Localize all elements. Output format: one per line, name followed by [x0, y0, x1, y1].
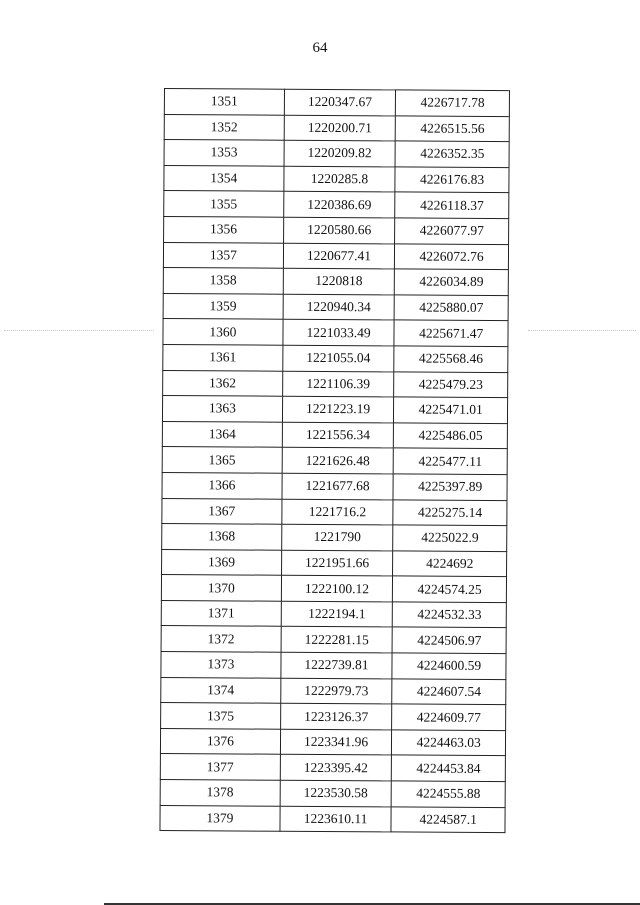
cell-x-coordinate: 1221677.68 [282, 473, 394, 499]
cell-point-number: 1366 [162, 472, 282, 498]
cell-x-coordinate: 1220200.71 [284, 115, 396, 141]
cell-x-coordinate: 1221223.19 [282, 396, 394, 422]
cell-point-number: 1357 [163, 242, 283, 268]
cell-y-coordinate: 4224574.25 [393, 576, 507, 602]
table-row [162, 396, 507, 424]
cell-x-coordinate: 1221790 [281, 524, 393, 550]
cell-x-coordinate: 1220285.8 [284, 166, 396, 192]
cell-y-coordinate: 4224607.54 [392, 679, 506, 705]
cell-point-number: 1367 [162, 498, 282, 524]
cell-x-coordinate: 1222194.1 [281, 601, 393, 627]
cell-point-number: 1369 [162, 549, 282, 575]
table-row [161, 626, 506, 654]
cell-x-coordinate: 1221106.39 [282, 371, 394, 397]
cell-point-number: 1362 [163, 370, 283, 396]
cell-y-coordinate: 4224463.03 [392, 730, 506, 756]
cell-x-coordinate: 1221556.34 [282, 422, 394, 448]
table-row [162, 549, 507, 577]
cell-x-coordinate: 1222979.73 [280, 678, 392, 704]
cell-point-number: 1370 [161, 575, 281, 601]
cell-point-number: 1363 [162, 396, 282, 422]
cell-x-coordinate: 1220677.41 [283, 243, 395, 269]
scan-artifact-right [528, 330, 636, 332]
cell-y-coordinate: 4225471.01 [394, 397, 508, 423]
table-row [163, 319, 508, 347]
cell-y-coordinate: 4224453.84 [392, 755, 506, 781]
cell-y-coordinate: 4226118.37 [395, 192, 509, 218]
table-row [162, 498, 507, 526]
cell-point-number: 1351 [164, 89, 284, 115]
cell-x-coordinate: 1223395.42 [280, 755, 392, 781]
cell-y-coordinate: 4224587.1 [391, 807, 505, 833]
table-row [161, 703, 506, 731]
cell-y-coordinate: 4226176.83 [395, 167, 509, 193]
cell-point-number: 1353 [164, 140, 284, 166]
cell-point-number: 1375 [161, 703, 281, 729]
table-row [162, 421, 507, 449]
cell-x-coordinate: 1220386.69 [283, 192, 395, 218]
cell-x-coordinate: 1220940.34 [283, 294, 395, 320]
table-row [161, 677, 506, 705]
coordinates-table-body [160, 89, 510, 833]
cell-y-coordinate: 4225479.23 [394, 371, 508, 397]
table-row [160, 780, 505, 808]
cell-x-coordinate: 1221951.66 [281, 550, 393, 576]
cell-point-number: 1356 [164, 216, 284, 242]
cell-point-number: 1372 [161, 626, 281, 652]
table-row [163, 370, 508, 398]
table-row [162, 524, 507, 552]
cell-y-coordinate: 4225880.07 [394, 295, 508, 321]
page-number: 64 [312, 40, 328, 56]
cell-x-coordinate: 1220347.67 [284, 89, 396, 115]
coordinates-table [159, 88, 510, 833]
cell-y-coordinate: 4224609.77 [392, 704, 506, 730]
cell-point-number: 1365 [162, 447, 282, 473]
cell-point-number: 1358 [163, 268, 283, 294]
cell-point-number: 1371 [161, 600, 281, 626]
cell-point-number: 1368 [162, 524, 282, 550]
table-row [164, 114, 509, 142]
cell-y-coordinate: 4224600.59 [392, 653, 506, 679]
table-row [160, 754, 505, 782]
cell-y-coordinate: 4226717.78 [396, 90, 510, 116]
cell-x-coordinate: 1223530.58 [280, 780, 392, 806]
cell-y-coordinate: 4225275.14 [393, 499, 507, 525]
table-row [160, 728, 505, 756]
table-row [161, 652, 506, 680]
table-row [164, 165, 509, 193]
cell-x-coordinate: 1222739.81 [281, 652, 393, 678]
cell-y-coordinate: 4226515.56 [396, 116, 510, 142]
table-row [162, 447, 507, 475]
cell-point-number: 1354 [164, 165, 284, 191]
table-row [164, 140, 509, 168]
cell-x-coordinate: 1223126.37 [280, 703, 392, 729]
cell-point-number: 1360 [163, 319, 283, 345]
table-row [162, 472, 507, 500]
cell-x-coordinate: 1220209.82 [284, 140, 396, 166]
table-row [164, 216, 509, 244]
table-row [161, 600, 506, 628]
cell-y-coordinate: 4225486.05 [394, 423, 508, 449]
table-row [164, 191, 509, 219]
cell-point-number: 1364 [162, 421, 282, 447]
cell-x-coordinate: 1220818 [283, 268, 395, 294]
cell-y-coordinate: 4226072.76 [395, 243, 509, 269]
table-row [163, 293, 508, 321]
cell-x-coordinate: 1221033.49 [283, 320, 395, 346]
cell-point-number: 1359 [163, 293, 283, 319]
cell-y-coordinate: 4224532.33 [393, 602, 507, 628]
cell-point-number: 1352 [164, 114, 284, 140]
table-row [163, 344, 508, 372]
cell-y-coordinate: 4224692 [393, 551, 507, 577]
cell-y-coordinate: 4226034.89 [395, 269, 509, 295]
cell-x-coordinate: 1221626.48 [282, 448, 394, 474]
cell-point-number: 1377 [160, 754, 280, 780]
cell-y-coordinate: 4225022.9 [393, 525, 507, 551]
cell-point-number: 1373 [161, 652, 281, 678]
table-row [164, 89, 509, 117]
cell-x-coordinate: 1220580.66 [283, 217, 395, 243]
scan-artifact-left [4, 330, 154, 332]
cell-point-number: 1378 [160, 780, 280, 806]
cell-y-coordinate: 4225397.89 [393, 474, 507, 500]
cell-y-coordinate: 4225568.46 [394, 346, 508, 372]
table-row [160, 805, 505, 833]
cell-x-coordinate: 1223341.96 [280, 729, 392, 755]
cell-x-coordinate: 1221716.2 [282, 499, 394, 525]
cell-y-coordinate: 4225671.47 [394, 320, 508, 346]
cell-point-number: 1361 [163, 344, 283, 370]
cell-y-coordinate: 4226077.97 [395, 218, 509, 244]
table-row [163, 242, 508, 270]
cell-y-coordinate: 4226352.35 [395, 141, 509, 167]
cell-point-number: 1379 [160, 805, 280, 831]
cell-y-coordinate: 4224555.88 [391, 781, 505, 807]
cell-point-number: 1374 [161, 677, 281, 703]
cell-y-coordinate: 4224506.97 [392, 627, 506, 653]
cell-x-coordinate: 1221055.04 [283, 345, 395, 371]
cell-point-number: 1355 [164, 191, 284, 217]
cell-x-coordinate: 1222100.12 [281, 576, 393, 602]
cell-y-coordinate: 4225477.11 [393, 448, 507, 474]
cell-point-number: 1376 [160, 728, 280, 754]
table-row [163, 268, 508, 296]
table-row [161, 575, 506, 603]
cell-x-coordinate: 1223610.11 [280, 806, 392, 832]
cell-x-coordinate: 1222281.15 [281, 627, 393, 653]
